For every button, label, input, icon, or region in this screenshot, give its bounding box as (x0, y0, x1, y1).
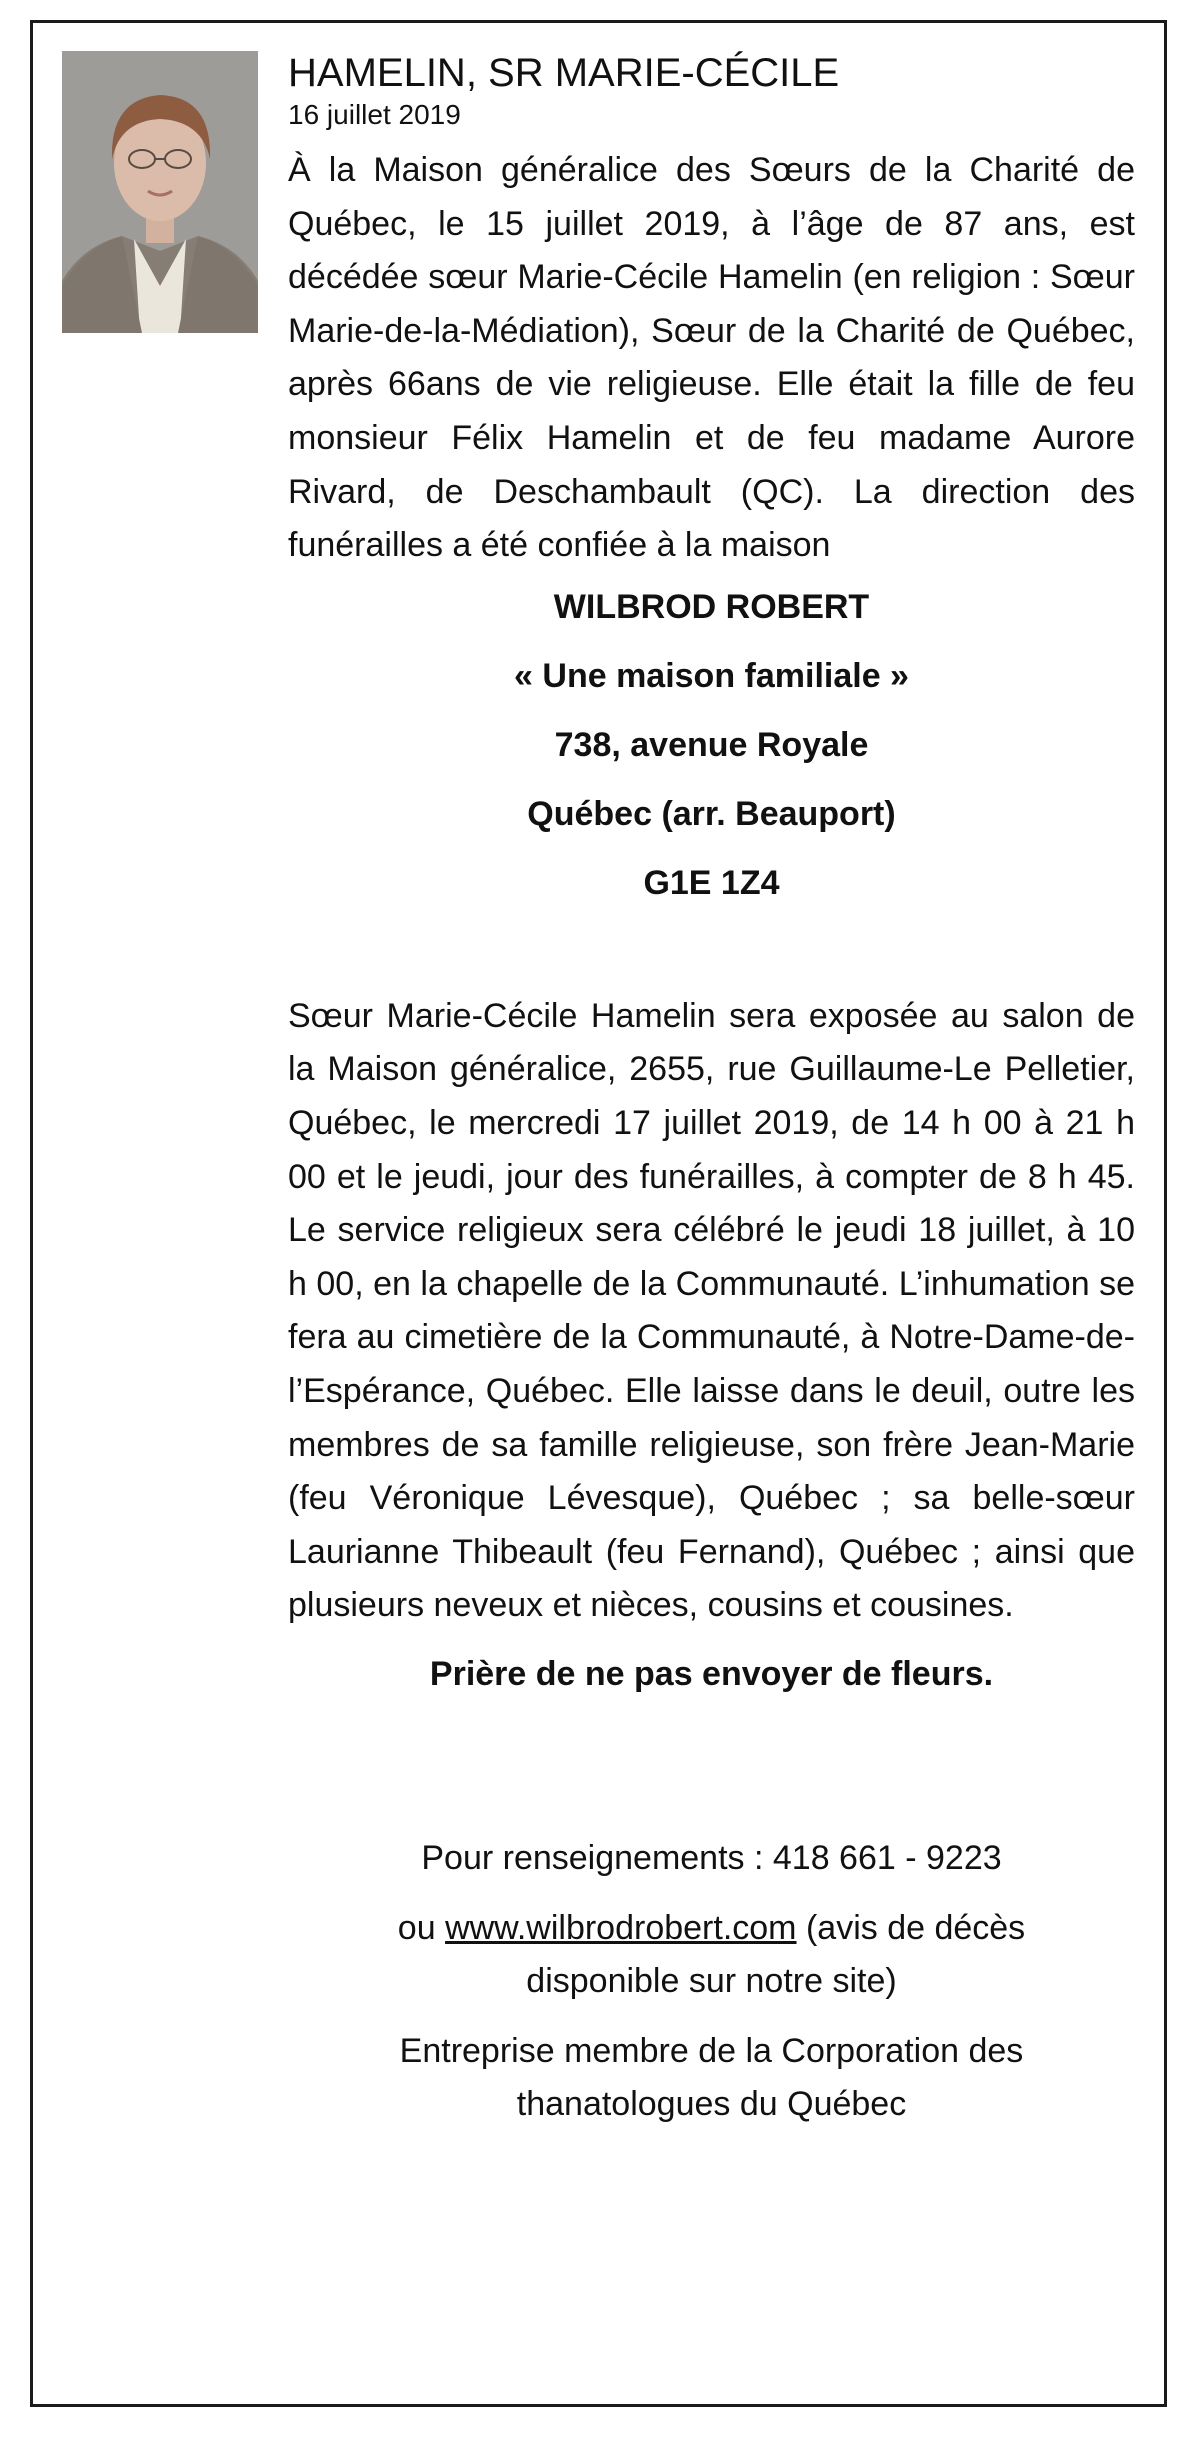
service-details-paragraph: Sœur Marie-Cécile Hamelin sera exposée au salon de la Maison généralice, 2655, rue Guillaume-Le Pelletier, Québec, le mercredi 17 juillet 2019, de 14 h 00 à 21 h 00 et le jeudi, jour des funérailles, à compter de 8 h 45. Le service religieux sera célébré le jeudi 18 juillet, à 10 h 00, en la chapelle de la Communauté. L’inhumation se fera au cimetière de la Communauté, à Notre-Dame-de-l’Espérance, Québec. Elle laisse dans le deuil, outre les membres de sa famille religieuse, son frère Jean-Marie (feu Véronique Lévesque), Québec ; sa belle-sœur Laurianne Thibeault (feu Fernand), Québec ; ainsi que plusieurs neveux et nièces, cousins et cousines. (288, 996, 1135, 1625)
obituary-content (288, 48, 1135, 2131)
website-line (288, 1902, 1135, 1955)
announcement-paragraph: À la Maison généralice des Sœurs de la Charité de Québec, le 15 juillet 2019, à l’âge de 87 ans, est décédée sœur Marie-Cécile Hamelin (en religion : Sœur Marie-de-la-Médiation), Sœur de la Charité de Québec, après 66ans de vie religieuse. Elle était la fille de feu monsieur Félix Hamelin et de feu madame Aurore Rivard, de Deschambault (QC). La direction des funérailles a été confiée à la maison (288, 151, 1135, 565)
funeral-home-tagline: « Une maison familiale » (514, 656, 909, 695)
funeral-home-city: Québec (arr. Beauport) (527, 794, 896, 833)
deceased-name: HAMELIN, SR MARIE-CÉCILE (288, 51, 840, 95)
funeral-home-street: 738, avenue Royale (554, 725, 869, 764)
funeral-home-name: WILBROD ROBERT (553, 587, 870, 626)
portrait-photo (62, 51, 258, 333)
member-line-1: Entreprise membre de la Corporation des (399, 2031, 1024, 2070)
website-link[interactable]: www.wilbrodrobert.com (445, 1908, 797, 1947)
member-line-2: thanatologues du Québec (516, 2084, 907, 2123)
portrait-icon (62, 51, 258, 333)
flowers-note: Prière de ne pas envoyer de fleurs. (429, 1654, 994, 1693)
funeral-home-block (288, 573, 1135, 918)
website-line-2: disponible sur notre site) (526, 1961, 897, 2000)
publication-date: 16 juillet 2019 (288, 99, 461, 130)
funeral-home-postal-code: G1E 1Z4 (643, 863, 780, 902)
website-prefix: ou (397, 1908, 446, 1947)
footer-block (288, 1832, 1135, 2131)
info-line: Pour renseignements : 418 661 - 9223 (421, 1838, 1002, 1877)
website-suffix: (avis de décès (796, 1908, 1026, 1947)
